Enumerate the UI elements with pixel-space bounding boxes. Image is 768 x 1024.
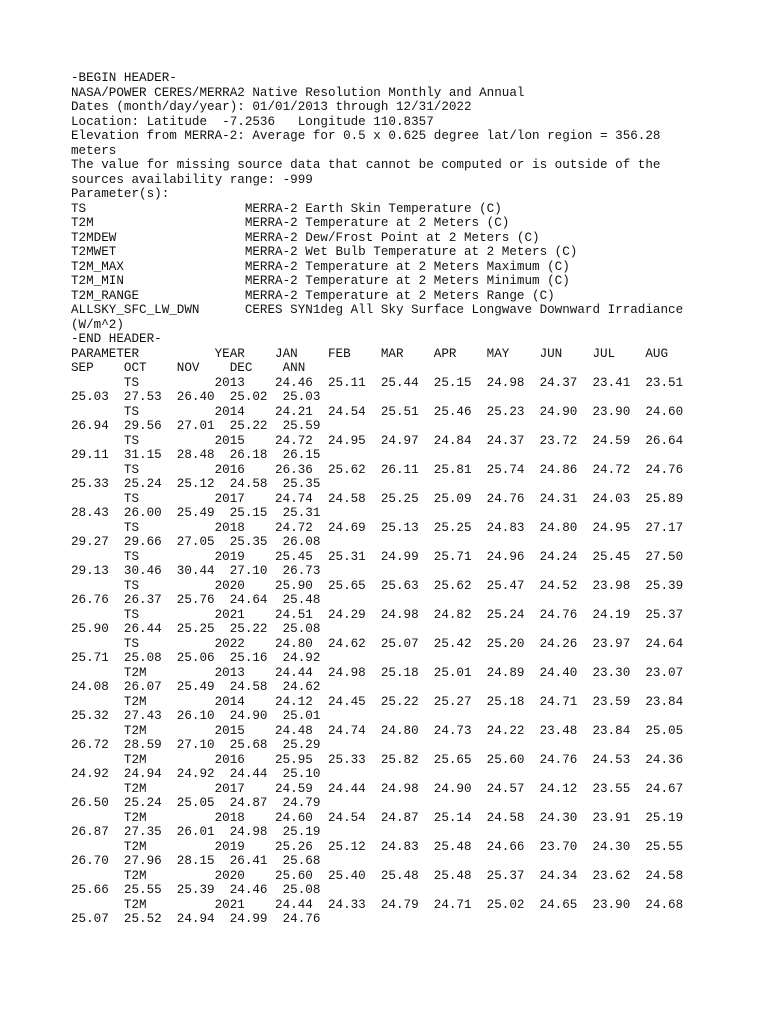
text-line: T2M 2021 24.44 24.33 24.79 24.71 25.02 24.65 23.90 24.68 xyxy=(71,897,684,912)
text-line: Parameter(s): xyxy=(71,187,170,201)
text-line: 25.32 27.43 26.10 24.90 25.01 xyxy=(71,709,321,723)
document-text xyxy=(71,71,761,927)
text-line: TS 2016 26.36 25.62 26.11 25.81 25.74 24.86 24.72 24.76 xyxy=(71,462,684,477)
text-line: 25.03 27.53 26.40 25.02 25.03 xyxy=(71,390,321,404)
text-line: 24.92 24.94 24.92 24.44 25.10 xyxy=(71,767,321,781)
text-line: meters xyxy=(71,143,117,158)
text-line: 26.70 27.96 28.15 26.41 25.68 xyxy=(71,854,321,868)
text-line: 26.87 27.35 26.01 24.98 25.19 xyxy=(71,825,321,839)
text-line: TS 2013 24.46 25.11 25.44 25.15 24.98 24.37 23.41 23.51 xyxy=(71,375,684,390)
text-line: 29.11 31.15 28.48 26.18 26.15 xyxy=(71,448,321,462)
text-line: T2M_RANGE MERRA-2 Temperature at 2 Meters Range (C) xyxy=(71,288,555,303)
text-line: 25.07 25.52 24.94 24.99 24.76 xyxy=(71,912,321,926)
text-line: T2M 2017 24.59 24.44 24.98 24.90 24.57 24.12 23.55 24.67 xyxy=(71,781,684,796)
text-line: T2M MERRA-2 Temperature at 2 Meters (C) xyxy=(71,216,510,230)
text-line: 26.72 28.59 27.10 25.68 25.29 xyxy=(71,738,321,752)
text-line: T2M_MIN MERRA-2 Temperature at 2 Meters Minimum (C) xyxy=(71,274,570,288)
text-line: TS 2020 25.90 25.65 25.63 25.62 25.47 24.52 23.98 25.39 xyxy=(71,578,684,593)
text-line: T2M_MAX MERRA-2 Temperature at 2 Meters Maximum (C) xyxy=(71,259,570,274)
text-line: 25.66 25.55 25.39 24.46 25.08 xyxy=(71,883,321,897)
text-line: 26.76 26.37 25.76 24.64 25.48 xyxy=(71,593,321,607)
text-line: 26.94 29.56 27.01 25.22 25.59 xyxy=(71,419,321,433)
text-line: Location: Latitude -7.2536 Longitude 110.8357 xyxy=(71,114,434,129)
text-line: Dates (month/day/year): 01/01/2013 through 12/31/2022 xyxy=(71,100,472,114)
text-line: TS 2014 24.21 24.54 25.51 25.46 25.23 24.90 23.90 24.60 xyxy=(71,404,684,419)
text-line: -BEGIN HEADER- xyxy=(71,71,177,85)
text-line: TS 2021 24.51 24.29 24.98 24.82 25.24 24.76 24.19 25.37 xyxy=(71,607,684,622)
text-line: T2MWET MERRA-2 Wet Bulb Temperature at 2 Meters (C) xyxy=(71,245,578,259)
text-line: 24.08 26.07 25.49 24.58 24.62 xyxy=(71,680,321,694)
text-line: T2M 2014 24.12 24.45 25.22 25.27 25.18 24.71 23.59 23.84 xyxy=(71,694,684,709)
text-line: T2M 2015 24.48 24.74 24.80 24.73 24.22 23.48 23.84 25.05 xyxy=(71,723,684,738)
text-line: 25.33 25.24 25.12 24.58 25.35 xyxy=(71,477,321,491)
text-line: 29.13 30.46 30.44 27.10 26.73 xyxy=(71,564,321,578)
text-line: T2M 2020 25.60 25.40 25.48 25.48 25.37 24.34 23.62 24.58 xyxy=(71,868,684,883)
text-line: 29.27 29.66 27.05 25.35 26.08 xyxy=(71,535,321,549)
text-line: TS MERRA-2 Earth Skin Temperature (C) xyxy=(71,201,502,216)
text-line: TS 2015 24.72 24.95 24.97 24.84 24.37 23.72 24.59 26.64 xyxy=(71,433,684,448)
text-line: TS 2017 24.74 24.58 25.25 25.09 24.76 24.31 24.03 25.89 xyxy=(71,491,684,506)
text-line: SEP OCT NOV DEC ANN xyxy=(71,361,306,375)
text-line: TS 2018 24.72 24.69 25.13 25.25 24.83 24.80 24.95 27.17 xyxy=(71,520,684,535)
text-line: The value for missing source data that cannot be computed or is outside of the xyxy=(71,158,661,172)
text-line: T2M 2016 25.95 25.33 25.82 25.65 25.60 24.76 24.53 24.36 xyxy=(71,752,684,767)
text-line: (W/m^2) xyxy=(71,317,124,332)
text-line: T2M 2019 25.26 25.12 24.83 25.48 24.66 23.70 24.30 25.55 xyxy=(71,839,684,854)
text-line: -END HEADER- xyxy=(71,332,162,346)
text-line: ALLSKY_SFC_LW_DWN CERES SYN1deg All Sky Surface Longwave Downward Irradiance xyxy=(71,303,684,317)
text-line: T2M 2018 24.60 24.54 24.87 25.14 24.58 24.30 23.91 25.19 xyxy=(71,810,684,825)
text-line: PARAMETER YEAR JAN FEB MAR APR MAY JUN JUL AUG xyxy=(71,346,669,361)
text-line: T2MDEW MERRA-2 Dew/Frost Point at 2 Meters (C) xyxy=(71,230,540,245)
text-line: Elevation from MERRA-2: Average for 0.5 x 0.625 degree lat/lon region = 356.28 xyxy=(71,129,661,143)
text-line: 25.90 26.44 25.25 25.22 25.08 xyxy=(71,622,321,636)
text-line: NASA/POWER CERES/MERRA2 Native Resolution Monthly and Annual xyxy=(71,85,525,100)
text-line: 26.50 25.24 25.05 24.87 24.79 xyxy=(71,796,321,810)
text-line: 25.71 25.08 25.06 25.16 24.92 xyxy=(71,651,321,665)
text-line: T2M 2013 24.44 24.98 25.18 25.01 24.89 24.40 23.30 23.07 xyxy=(71,665,684,680)
text-line: 28.43 26.00 25.49 25.15 25.31 xyxy=(71,506,321,520)
text-line: TS 2019 25.45 25.31 24.99 25.71 24.96 24.24 25.45 27.50 xyxy=(71,549,684,564)
text-line: TS 2022 24.80 24.62 25.07 25.42 25.20 24.26 23.97 24.64 xyxy=(71,636,684,651)
text-line: sources availability range: -999 xyxy=(71,172,313,187)
